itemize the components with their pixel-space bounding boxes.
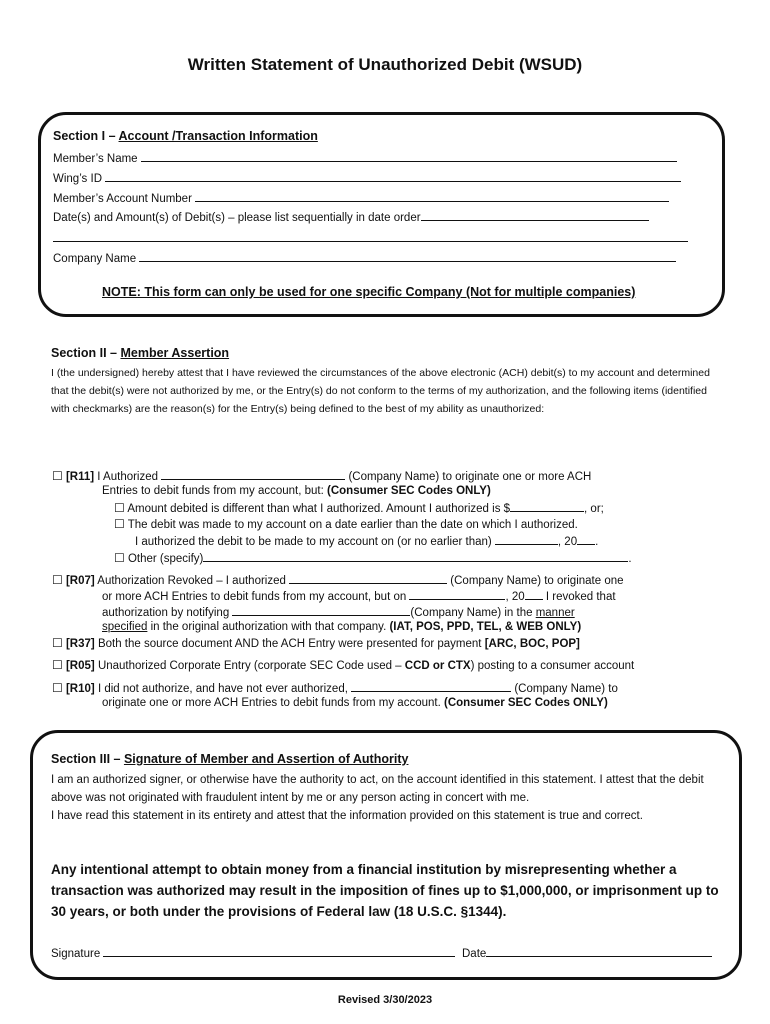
revision-footer: Revised 3/30/2023 (337, 994, 433, 1006)
r05-row: ☐ [R05] Unauthorized Corporate Entry (corporate SEC Code used – CCD or CTX) posting to a consumer account (52, 658, 635, 672)
r10-checkbox[interactable]: ☐ (52, 681, 63, 695)
r07-line-2: or more ACH Entries to debit funds from my account, but on , 20 I revoked that (102, 588, 616, 604)
r07-line-3: authorization by notifying (Company Name) in the manner (102, 604, 575, 620)
r07-revoke-year-field[interactable] (525, 588, 543, 600)
r37-row: ☐ [R37] Both the source document AND the ACH Entry were presented for payment [ARC, BOC, POP] (52, 636, 580, 650)
r07-line-4: specified in the original authorization with that company. (IAT, POS, PPD, TEL, & WEB ONLY) (102, 621, 582, 633)
r07-notified-company-field[interactable] (232, 604, 410, 616)
signature-field[interactable]: Signature (51, 945, 455, 961)
other-specify-field[interactable] (203, 550, 628, 562)
r10-line-2: originate one or more ACH Entries to debit funds from my account. (Consumer SEC Codes ONLY) (102, 697, 608, 709)
r11-amount-checkbox[interactable]: ☐ (114, 501, 125, 515)
r07-checkbox[interactable]: ☐ (52, 573, 63, 587)
page-title: Written Statement of Unauthorized Debit (WSUD) (187, 55, 583, 74)
r11-row: ☐ [R11] I Authorized (Company Name) to originate one or more ACH (52, 469, 592, 483)
penalty-warning: Any intentional attempt to obtain money from a financial institution by misrepresenting whether a transaction was authorized may result in the imposition of fines up to $1,000,000, or imprisonment up to 30 years, or both under the provisions of Federal law (18 U.S.C. §1344). (51, 862, 719, 919)
r07-company-field[interactable] (289, 572, 447, 584)
r07-revoke-date-field[interactable] (409, 588, 505, 600)
r05-checkbox[interactable]: ☐ (52, 658, 63, 672)
section-3-box (30, 730, 742, 980)
single-company-note: NOTE: This form can only be used for one specific Company (Not for multiple companies) (102, 285, 636, 299)
r11-checkbox[interactable]: ☐ (52, 469, 63, 483)
r11-date-detail: I authorized the debit to be made to my account on (or no earlier than) , 20 . (135, 533, 598, 549)
wing-id-field[interactable]: Wing’s ID (53, 170, 681, 186)
debit-dates-line-2[interactable] (53, 230, 688, 246)
r11-date-checkbox[interactable]: ☐ (114, 517, 125, 531)
section-1-heading: Section I – Account /Transaction Information (53, 129, 318, 143)
r10-company-field[interactable] (351, 680, 511, 692)
r11-other-option: ☐ Other (specify) . (114, 551, 632, 565)
r11-date-option: ☐ The debit was made to my account on a date earlier than the date on which I authorized. (114, 517, 578, 531)
r37-checkbox[interactable]: ☐ (52, 636, 63, 650)
r11-amount-option: ☐ Amount debited is different than what I authorized. Amount I authorized is $ , or; (114, 501, 604, 515)
debit-dates-field[interactable]: Date(s) and Amount(s) of Debit(s) – please list sequentially in date order (53, 209, 649, 225)
company-name-field[interactable]: Company Name (53, 250, 676, 266)
section-3-heading: Section III – Signature of Member and Assertion of Authority (51, 752, 409, 766)
account-number-field[interactable]: Member’s Account Number (53, 190, 669, 206)
r11-other-checkbox[interactable]: ☐ (114, 551, 125, 565)
assertion-paragraph: I (the undersigned) hereby attest that I have reviewed the circumstances of the above electronic (ACH) debit(s) to my account and determined that the debit(s) were not authorized by me, or the Entry(s) do not conform to the terms of my authorization, and the following items (identified with checkmarks) are the reason(s) for the Entry(s) being defined to the best of my ability as unauthorized: (51, 367, 710, 415)
section-2-heading: Section II – Member Assertion (51, 346, 230, 360)
attestation-paragraph: I have read this statement in its entirety and attest that the information provided on this statement is true and correct. (51, 810, 643, 822)
authorized-date-field[interactable] (495, 533, 558, 545)
authorized-year-field[interactable] (577, 533, 595, 545)
r11-company-field[interactable] (161, 468, 345, 480)
authority-paragraph: I am an authorized signer, or otherwise have the authority to act, on the account identified in this statement. I attest that the debit above was not originated with fraudulent intent by me or any person acting in concert with me. (51, 774, 704, 804)
member-name-field[interactable]: Member’s Name (53, 150, 677, 166)
r07-row: ☐ [R07] Authorization Revoked – I authorized (Company Name) to originate one (52, 573, 624, 587)
date-field[interactable]: Date (462, 945, 712, 961)
r11-entries-text: Entries to debit funds from my account, but: (Consumer SEC Codes ONLY) (102, 485, 491, 497)
r10-row: ☐ [R10] I did not authorize, and have not ever authorized, (Company Name) to (52, 681, 618, 695)
authorized-amount-field[interactable] (510, 500, 584, 512)
